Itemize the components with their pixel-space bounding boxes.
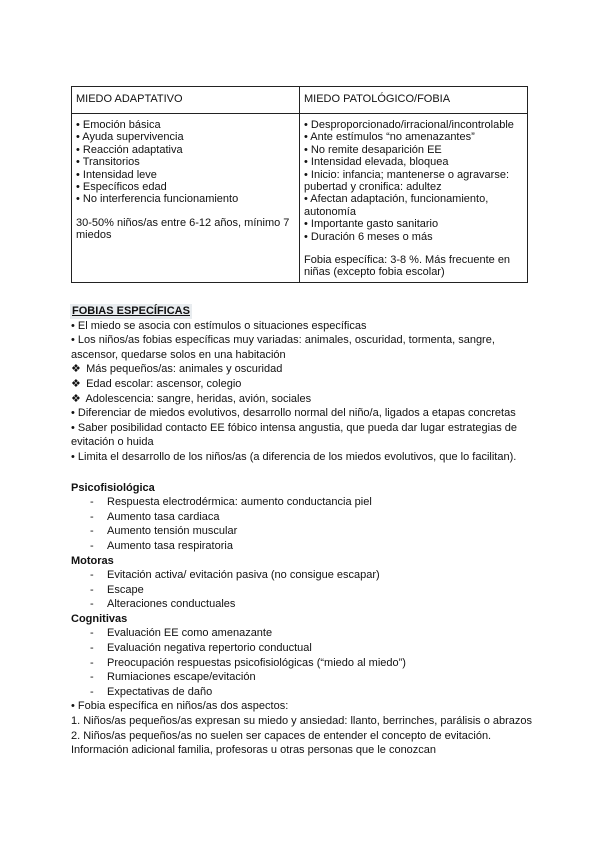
list-item-text: Edad escolar: ascensor, colegio (86, 377, 242, 390)
table-bullet: • Transitorios (76, 156, 140, 169)
list-item: - Respuesta electrodérmica: aumento conductancia piel (90, 496, 372, 509)
list-item: - Evaluación negativa repertorio conductual (90, 642, 312, 655)
diamond-bullet-icon: ❖ (71, 363, 81, 376)
document-body (71, 304, 541, 758)
list-item-text: Evitación activa/ evitación pasiva (no consigue escapar) (107, 569, 380, 582)
list-item-text: Alteraciones conductuales (107, 598, 236, 611)
table-bullet: • Ante estímulos “no amenazantes” (304, 131, 475, 144)
list-item: - Rumiaciones escape/evitación (90, 671, 256, 684)
diamond-bullet-icon: ❖ (71, 392, 81, 405)
list-item-text: Escape (107, 583, 144, 596)
list-item (71, 392, 541, 407)
list-item-text: Expectativas de daño (107, 685, 213, 698)
list-item: - Evitación activa/ evitación pasiva (no consigue escapar) (90, 569, 380, 582)
adaptive-cell (72, 114, 300, 283)
table-bullet: • Duración 6 meses o más (304, 230, 433, 243)
table-bullet: • No interferencia funcionamiento (76, 193, 239, 206)
paragraph-line: • El miedo se asocia con estímulos o situaciones específicas (71, 319, 367, 332)
list-item: - Aumento tasa respiratoria (90, 539, 233, 552)
list-item-text: Aumento tensión muscular (107, 525, 238, 538)
list-item: - Aumento tensión muscular (90, 525, 238, 538)
list-item (71, 362, 541, 377)
table-bullet: • Ayuda supervivencia (76, 131, 184, 144)
list-item: - Preocupación respuestas psicofisiológicas (“miedo al miedo”) (90, 656, 406, 669)
list-item: - Expectativas de daño (90, 685, 213, 698)
list-item-text: Adolescencia: sangre, heridas, avión, sociales (85, 392, 312, 405)
paragraph-line: • Diferenciar de miedos evolutivos, desarrollo normal del niño/a, ligados a etapas concretas (71, 407, 516, 420)
list-item-text: Preocupación respuestas psicofisiológicas (“miedo al miedo”) (107, 656, 406, 669)
list-item: - Evaluación EE como amenazante (90, 627, 273, 640)
diamond-bullet-icon: ❖ (71, 377, 81, 390)
list-item-text: Evaluación EE como amenazante (107, 627, 273, 640)
subheading-cognitivas: Cognitivas (71, 612, 128, 625)
list-item-text: Aumento tasa respiratoria (107, 539, 233, 552)
pathological-note: Fobia específica: 3-8 %. Más frecuente en niñas (excepto fobia escolar) (304, 254, 511, 279)
paragraph-line: • Saber posibilidad contacto EE fóbico intensa angustia, que pueda dar lugar estrategias de evitación o huida (71, 421, 517, 449)
list-item: - Aumento tasa cardiaca (90, 510, 220, 523)
list-item-text: Aumento tasa cardiaca (107, 510, 220, 523)
subheading-psicofisiologica: Psicofisiológica (71, 481, 155, 494)
table-bullet: • Inicio: infancia; mantenerse o agravarse: pubertad y cronifica: adultez (304, 168, 510, 194)
paragraph-line: 1. Niños/as pequeños/as expresan su miedo y ansiedad: llanto, berrinches, parálisis o abrazos (71, 715, 533, 728)
section-title: FOBIAS ESPECÍFICAS (72, 305, 190, 317)
list-item-text: Rumiaciones escape/evitación (107, 671, 256, 684)
pathological-cell (300, 114, 528, 283)
table-bullet: • Intensidad leve (76, 168, 157, 181)
paragraph-line: • Los niños/as fobias específicas muy variadas: animales, oscuridad, tormenta, sangre, ascensor, quedarse solos en una habitación (71, 334, 495, 361)
table-bullet: • Emoción básica (76, 119, 161, 131)
paragraph-line: • Limita el desarrollo de los niños/as (a diferencia de los miedos evolutivos, que lo facilitan). (71, 450, 517, 463)
list-item (71, 377, 541, 392)
list-item: - Alteraciones conductuales (90, 598, 236, 611)
table-bullet: • No remite desaparición EE (304, 143, 442, 156)
table-bullet: • Afectan adaptación, funcionamiento, autonomía (304, 193, 489, 218)
table-bullet: • Importante gasto sanitario (304, 218, 439, 231)
header-adaptive: MIEDO ADAPTATIVO (72, 87, 300, 114)
header-pathological: MIEDO PATOLÓGICO/FOBIA (300, 87, 528, 114)
table-bullet: • Intensidad elevada, bloquea (304, 156, 449, 169)
paragraph-line: 2. Niños/as pequeños/as no suelen ser capaces de entender el concepto de evitación. Información adicional familia, profesoras u otras personas que le conozcan (71, 729, 492, 757)
table-header-row (72, 87, 528, 114)
comparison-table (71, 86, 528, 283)
paragraph-line: • Fobia específica en niños/as dos aspectos: (71, 700, 289, 713)
table-bullet: • Reacción adaptativa (76, 143, 183, 156)
table-bullet: • Desproporcionado/irracional/incontrolable (304, 119, 514, 131)
table-body-row (72, 114, 528, 283)
list-item: - Escape (90, 583, 144, 596)
adaptive-note: 30-50% niños/as entre 6-12 años, mínimo 7 miedos (76, 216, 290, 242)
table-bullet: • Específicos edad (76, 181, 167, 194)
list-item-text: Más pequeños/as: animales y oscuridad (86, 363, 283, 376)
subheading-motoras: Motoras (71, 554, 114, 567)
list-item-text: Evaluación negativa repertorio conductual (107, 642, 312, 655)
list-item-text: Respuesta electrodérmica: aumento conductancia piel (107, 496, 372, 509)
